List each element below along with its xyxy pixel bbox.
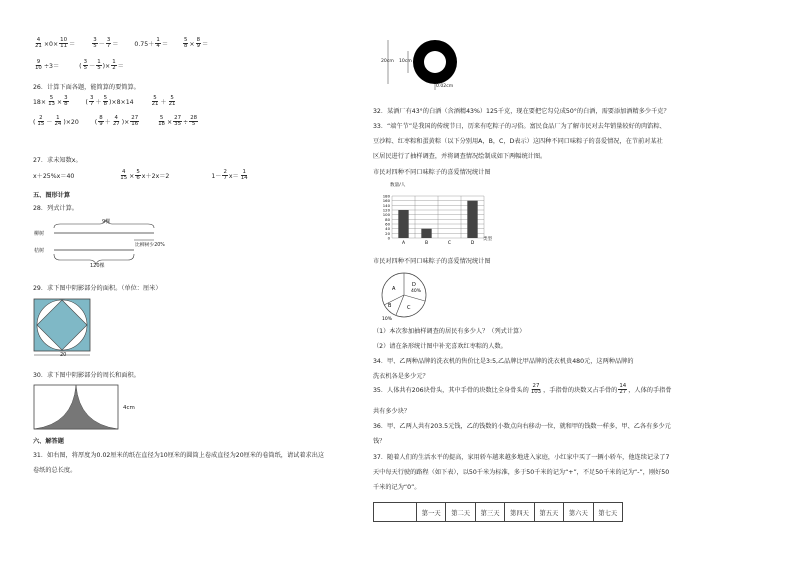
table-header-cell: 第二天 (446, 503, 475, 522)
square-circle-figure (33, 298, 97, 360)
rectangle-arc-figure (33, 384, 123, 432)
y-tick-label: 120 (382, 207, 390, 213)
bar-label-willow: 柳树 (34, 231, 45, 237)
bar-b (421, 229, 431, 238)
q37-line1: 37．随着人们的生活水平的提高，家用轿车越来越多地进入家庭，小红家中买了一辆小轿车，他连续记录了7 (373, 454, 670, 461)
y-tick-label: 180 (382, 193, 390, 199)
y-tick-label: 40 (385, 226, 390, 232)
pie-label-b: B (388, 303, 392, 309)
table-header-cell: 第六天 (564, 503, 593, 522)
q36-line1: 36．甲、乙两人共有203.5元钱，乙的钱数的小数点向右移动一位，就和甲的钱数一样多，甲、乙各有多少元 (373, 423, 671, 430)
calc-row-3: 18× $\frac{5}{13}$ × $\frac{3}{8}$ ( $\frac{3}{7}$ ＋ $\frac{5}{8}$ )×8×14 $\frac{5}{21}$ ＋ $\frac{5}{21}$ (33, 95, 176, 108)
q33-line3: 区居民进行了抽样调查，并将调查情况绘制成如下两幅统计图。 (373, 153, 547, 160)
q35-line1: 35．人体共有206块骨头，其中手骨的块数比全身骨头的 $\frac{27}{103}$ ，手指骨的块数又占手骨的 $\frac{14}{27}$ ，人体的手指骨 (373, 383, 672, 396)
equations-row: x＋25%x＝40 $\frac{4}{15}$ × $\frac{5}{6}$ x＋2x＝2 1－ $\frac{2}{7}$ x＝ $\frac{1}{14}$ (33, 169, 248, 182)
pie-label-d: D (412, 282, 416, 288)
q32-text: 32．某酒厂有43°的白酒（含酒精43%）125千克，现在要把它勾兑成50°的白酒，需要添加酒精多少千克？ (373, 108, 670, 115)
x-tick-label: B (424, 241, 429, 246)
q26-heading: 26．计算下面各题，能简算的要简算。 (33, 84, 140, 91)
y-tick-label: 140 (382, 202, 390, 208)
section-6-title: 六、解答题 (33, 438, 64, 445)
square-dimension: 20 (60, 352, 67, 358)
q34-line2: 洗衣机各是多少元？ (373, 373, 429, 380)
y-tick-label: 160 (382, 198, 390, 204)
q31-line1: 31．如右图，将厚度为0.02厘米的纸在直径为10厘米的圆筒上卷成直径为20厘米的卷筒纸，请试着求出这 (33, 452, 325, 459)
q29-heading: 29．求下图中阴影部分的面积。（单位：厘米） (33, 285, 162, 292)
y-tick-label: 80 (385, 216, 390, 222)
rectangle-dimension: 4cm (123, 405, 135, 411)
pie-annot-d: 40% (411, 289, 422, 294)
pie-label-a: A (392, 286, 396, 292)
mileage-table (373, 502, 623, 522)
bar-chart-xlabel: 类型 (483, 237, 493, 242)
table-header-cell: 第三天 (475, 503, 504, 522)
inner-hole (424, 51, 446, 73)
pie-label-c: C (407, 305, 411, 311)
pie-chart (376, 270, 436, 322)
bar-chart-ylabel: 数量/人 (390, 183, 406, 188)
ring-20-label: 20cm (381, 59, 394, 64)
q37-line2: 天中每天行驶的路程（如下表），以50千米为标准，多于50千米的记为“+”，不足50千米的记为“-”，刚好50 (373, 469, 670, 476)
calc-row-1: $\frac{4}{21}$ ×0× $\frac{10}{11}$ ＝ $\frac{3}{5}$ － $\frac{3}{7}$ ＝ 0.75＋ $\frac{1}{4}$ ＝ $\frac{5}{8}$ × $\frac{8}{9}$ ＝ (35, 37, 209, 50)
bar-d (467, 201, 477, 238)
q33-line2: 豆沙粽、红枣粽和蛋黄粽（以下分别用A，B，C，D表示）这四种不同口味粽子的喜爱情况，在节前对某社 (373, 138, 663, 145)
q33-sub1: （1）本次参加抽样调查的居民有多少人？（列式计算） (373, 328, 526, 335)
table-header-row (374, 503, 623, 522)
y-tick-label: 0 (387, 235, 390, 241)
y-tick-label: 100 (382, 212, 390, 218)
table-header-cell: 第四天 (505, 503, 534, 522)
q35-line2: 共有多少块？ (373, 408, 411, 415)
calc-row-2: $\frac{9}{10}$ ÷3＝ ( $\frac{3}{5}$ － $\frac{1}{5}$ )× $\frac{1}{2}$ ＝ (35, 59, 124, 72)
q36-line2: 钱？ (373, 438, 386, 445)
x-tick-label: A (401, 241, 406, 246)
q33-sub2: （2）请在条形统计图中补充喜欢红枣粽的人数。 (373, 343, 507, 350)
x-tick-label: C (447, 241, 452, 246)
q27-heading: 27．求未知数x。 (33, 157, 82, 164)
table-header-cell (374, 503, 417, 522)
q33-line1: 33．“端午节”是我国的传统节日，历来有吃粽子的习俗。富民食品厂为了解市民对去年销量较好的肉馅粽、 (373, 123, 666, 130)
q28-heading: 28．列式计算。 (33, 205, 78, 212)
table-header-cell: 第一天 (417, 503, 446, 522)
q31-line2: 卷纸的总长度。 (33, 467, 77, 474)
table-header-cell: 第五天 (534, 503, 563, 522)
calc-row-4: ( $\frac{2}{15}$ － $\frac{1}{24}$ )×20 ( $\frac{8}{9}$ ＋ $\frac{4}{27}$ )× $\frac{27}{16}$ $\frac{5}{18}$ × $\frac{27}{35}$ ÷ $\frac{28}{5}$ (33, 115, 198, 128)
y-tick-label: 60 (385, 221, 390, 227)
bar-label-orange: 桔树 (34, 248, 45, 254)
q30-heading: 30．求下图中阴影部分的周长和面积。 (33, 372, 140, 379)
bar-note: 比柳树少20% (135, 243, 165, 248)
bar-a (398, 210, 408, 238)
y-tick-label: 20 (385, 230, 390, 236)
bar-total-label: 9棵 (102, 219, 111, 225)
pie-annot-b: 10% (382, 317, 393, 322)
table-header-cell: 第七天 (593, 503, 622, 522)
bar-bottom-label: 120棵 (90, 263, 105, 269)
q34-line1: 34．甲、乙两种品牌的洗衣机的售价比是3:5,乙品牌比甲品牌的洗衣机贵480元，这两种品牌的 (373, 358, 634, 365)
pie-chart-title: 市民对四种不同口味粽子的喜爱情况统计图 (373, 258, 491, 265)
ring-thickness-label: 0.02cm (436, 84, 454, 89)
x-tick-label: D (470, 241, 475, 246)
bar-chart-title: 市民对四种不同口味粽子的喜爱情况统计图 (373, 169, 491, 176)
section-5-title: 五、图形计算 (33, 192, 71, 199)
q37-line3: 千米的记为“0”。 (373, 484, 421, 491)
ring-10-label: 10cm (399, 59, 412, 64)
paper-roll-figure (380, 36, 480, 96)
